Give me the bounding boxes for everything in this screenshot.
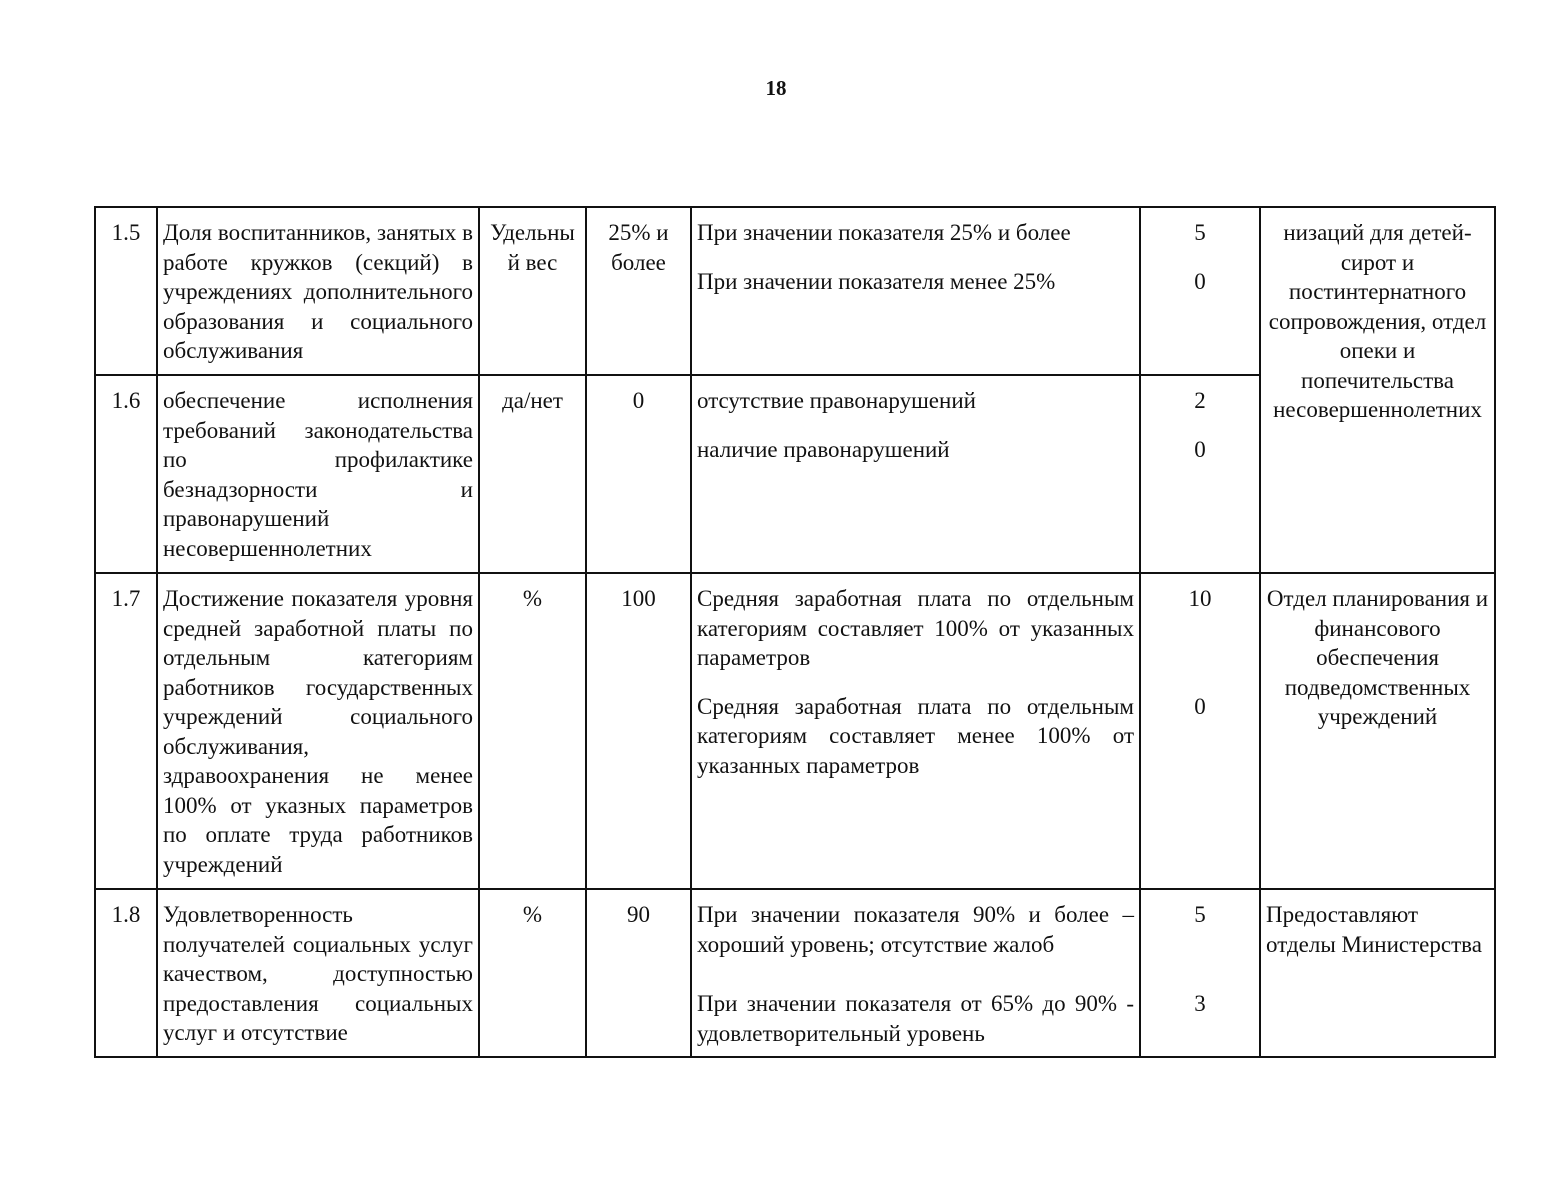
- criterion: Средняя заработная плата по отдельным категориям составляет 100% от указанных параметров: [697, 586, 1134, 670]
- indicator-name: Доля воспитанников, занятых в работе кружков (секций) в учреждениях дополнительного образования и социального обслуживания: [157, 207, 479, 375]
- score: 5: [1194, 902, 1206, 927]
- responsible-cell: низаций для детей-сирот и постинтернатного сопровождения, отдел опеки и попечительства несовершеннолетних: [1260, 207, 1495, 573]
- page-number: 18: [765, 76, 787, 100]
- target-value: 90: [586, 889, 691, 1057]
- indicator-name: Достижение показателя уровня средней заработной платы по отдельным категориям работников государственных учреждений социального обслуживания, здравоохранения не менее 100% от указных параметров по оплате труда работников учреждений: [157, 573, 479, 889]
- criterion: При значении показателя 25% и более: [697, 220, 1071, 245]
- table-row: [95, 889, 1495, 1057]
- score: 0: [1194, 693, 1206, 719]
- score: 2: [1194, 388, 1206, 413]
- target-value: 0: [586, 375, 691, 573]
- responsible-cell: Предоставляют отделы Министерства: [1260, 889, 1495, 1057]
- criteria-cell: [691, 375, 1140, 573]
- indicator-name: обеспечение исполнения требований законодательства по профилактике безнадзорности и правонарушений несовершеннолетних: [157, 375, 479, 573]
- criterion: При значении показателя менее 25%: [697, 268, 1056, 294]
- score-cell: [1140, 375, 1260, 573]
- criterion: При значении показателя 90% и более – хороший уровень; отсутствие жалоб: [697, 902, 1134, 957]
- row-number: 1.8: [95, 889, 157, 1057]
- row-number: 1.6: [95, 375, 157, 573]
- criterion: Средняя заработная плата по отдельным категориям составляет менее 100% от указанных параметров: [697, 693, 1134, 778]
- measure-unit: Удельный вес: [479, 207, 586, 375]
- score-cell: [1140, 207, 1260, 375]
- score: 5: [1194, 220, 1206, 245]
- row-number: 1.5: [95, 207, 157, 375]
- score-cell: [1140, 573, 1260, 889]
- indicator-name: Удовлетворенность получателей социальных услуг качеством, доступностью предоставления социальных услуг и отсутствие: [157, 889, 479, 1057]
- score: 0: [1194, 268, 1206, 294]
- measure-unit: %: [479, 889, 586, 1057]
- criterion: отсутствие правонарушений: [697, 388, 976, 413]
- measure-unit: %: [479, 573, 586, 889]
- measure-unit: да/нет: [479, 375, 586, 573]
- target-value: 25% и более: [586, 207, 691, 375]
- criteria-cell: [691, 573, 1140, 889]
- indicators-table: [94, 206, 1496, 1058]
- target-value: 100: [586, 573, 691, 889]
- score: 10: [1188, 586, 1212, 611]
- score: 3: [1194, 990, 1206, 1016]
- score-cell: [1140, 889, 1260, 1057]
- table-row: [95, 573, 1495, 889]
- score: 0: [1194, 436, 1206, 462]
- criterion: наличие правонарушений: [697, 436, 950, 462]
- responsible-cell: Отдел планирования и финансового обеспечения подведомственных учреждений: [1260, 573, 1495, 889]
- criterion: При значении показателя от 65% до 90% - удовлетворительный уровень: [697, 991, 1134, 1046]
- criteria-cell: [691, 207, 1140, 375]
- criteria-cell: [691, 889, 1140, 1057]
- row-number: 1.7: [95, 573, 157, 889]
- table-row: [95, 207, 1495, 375]
